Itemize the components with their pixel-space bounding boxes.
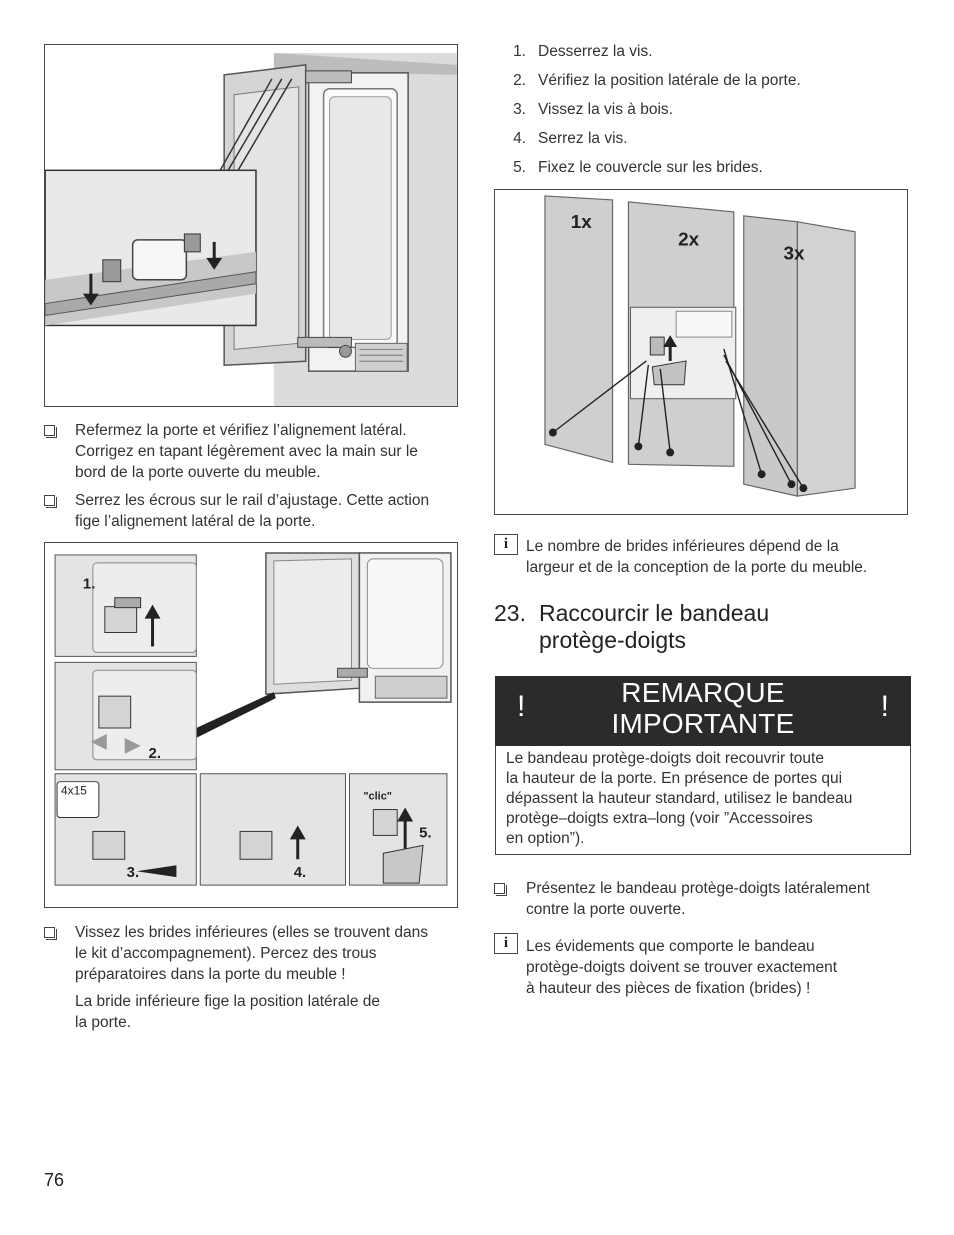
callout-4: 4. [293, 865, 307, 882]
step-item: 3. Vissez la vis à bois. [513, 101, 673, 118]
bullet-text: Présentez le bandeau protège-doigts latéralement contre la porte ouverte. [526, 880, 870, 918]
step-item: 5. Fixez le couvercle sur les brides. [513, 159, 763, 176]
checkbox-bullet [494, 883, 505, 894]
callout-3: 3. [126, 865, 140, 882]
step-item: 2. Vérifiez la position latérale de la porte. [513, 72, 801, 89]
step-list [506, 41, 906, 186]
warning-header [495, 676, 911, 746]
warning-title: REMARQUE IMPORTANTE [611, 677, 795, 739]
info-icon: i [494, 534, 518, 555]
warning-left-bang: ! [517, 690, 526, 723]
info-text: Les évidements que comporte le bandeau protège-doigts doivent se trouver exactement à hauteur des pièces de fixation (brides) ! [526, 938, 838, 997]
warning-right-bang: ! [880, 690, 889, 723]
bullet-text: Refermez la porte et vérifiez l’alignement latéral. Corrigez en tapant légèrement avec la main sur le bord de la porte ouverte du meuble. [75, 422, 418, 481]
label-2x: 2x [678, 229, 700, 251]
hinge-adjustment-illustration [45, 45, 457, 406]
lower-bracket-mounting-illustration [45, 543, 457, 907]
clic-label: "clic" [363, 790, 392, 803]
hinge-adjustment-figure [44, 44, 458, 407]
bracket-count-illustration [495, 190, 907, 514]
section-title: Raccourcir le bandeau protège-doigts [539, 600, 770, 653]
step-item: 4. Serrez la vis. [513, 130, 628, 147]
bullet-text: Serrez les écrous sur le rail d’ajustage. Cette action fige l’alignement latéral de la porte. [75, 492, 430, 530]
warning-body: Le bandeau protège-doigts doit recouvrir toute la hauteur de la porte. En présence de portes qui dépassent la hauteur standard, utilisez le bandeau protège–doigts extra–long (voir ”Accessoires en option”). [495, 746, 911, 855]
bracket-count-figure [494, 189, 908, 515]
label-3x: 3x [783, 243, 805, 265]
callout-5: 5. [419, 825, 432, 842]
step-item: 1. Desserrez la vis. [513, 43, 653, 60]
label-1x: 1x [570, 211, 592, 233]
checkbox-bullet [44, 425, 55, 436]
section-number: 23. [494, 600, 526, 626]
info-icon: i [494, 933, 518, 954]
section-heading [494, 600, 526, 627]
bullet-text: Vissez les brides inférieures (elles se trouvent dans le kit d’accompagnement). Percez des trous préparatoires dans la porte du meuble ! [75, 924, 428, 983]
screw-label: 4x15 [61, 783, 87, 798]
checkbox-bullet [44, 927, 55, 938]
callout-2: 2. [148, 745, 162, 762]
lower-bracket-figure [44, 542, 458, 908]
callout-1: 1. [82, 576, 96, 593]
checkbox-bullet [44, 495, 55, 506]
page-number: 76 [44, 1170, 65, 1190]
note-text: La bride inférieure fige la position latérale de la porte. [75, 993, 381, 1031]
info-text: Le nombre de brides inférieures dépend de la largeur et de la conception de la porte du meuble. [526, 538, 868, 576]
